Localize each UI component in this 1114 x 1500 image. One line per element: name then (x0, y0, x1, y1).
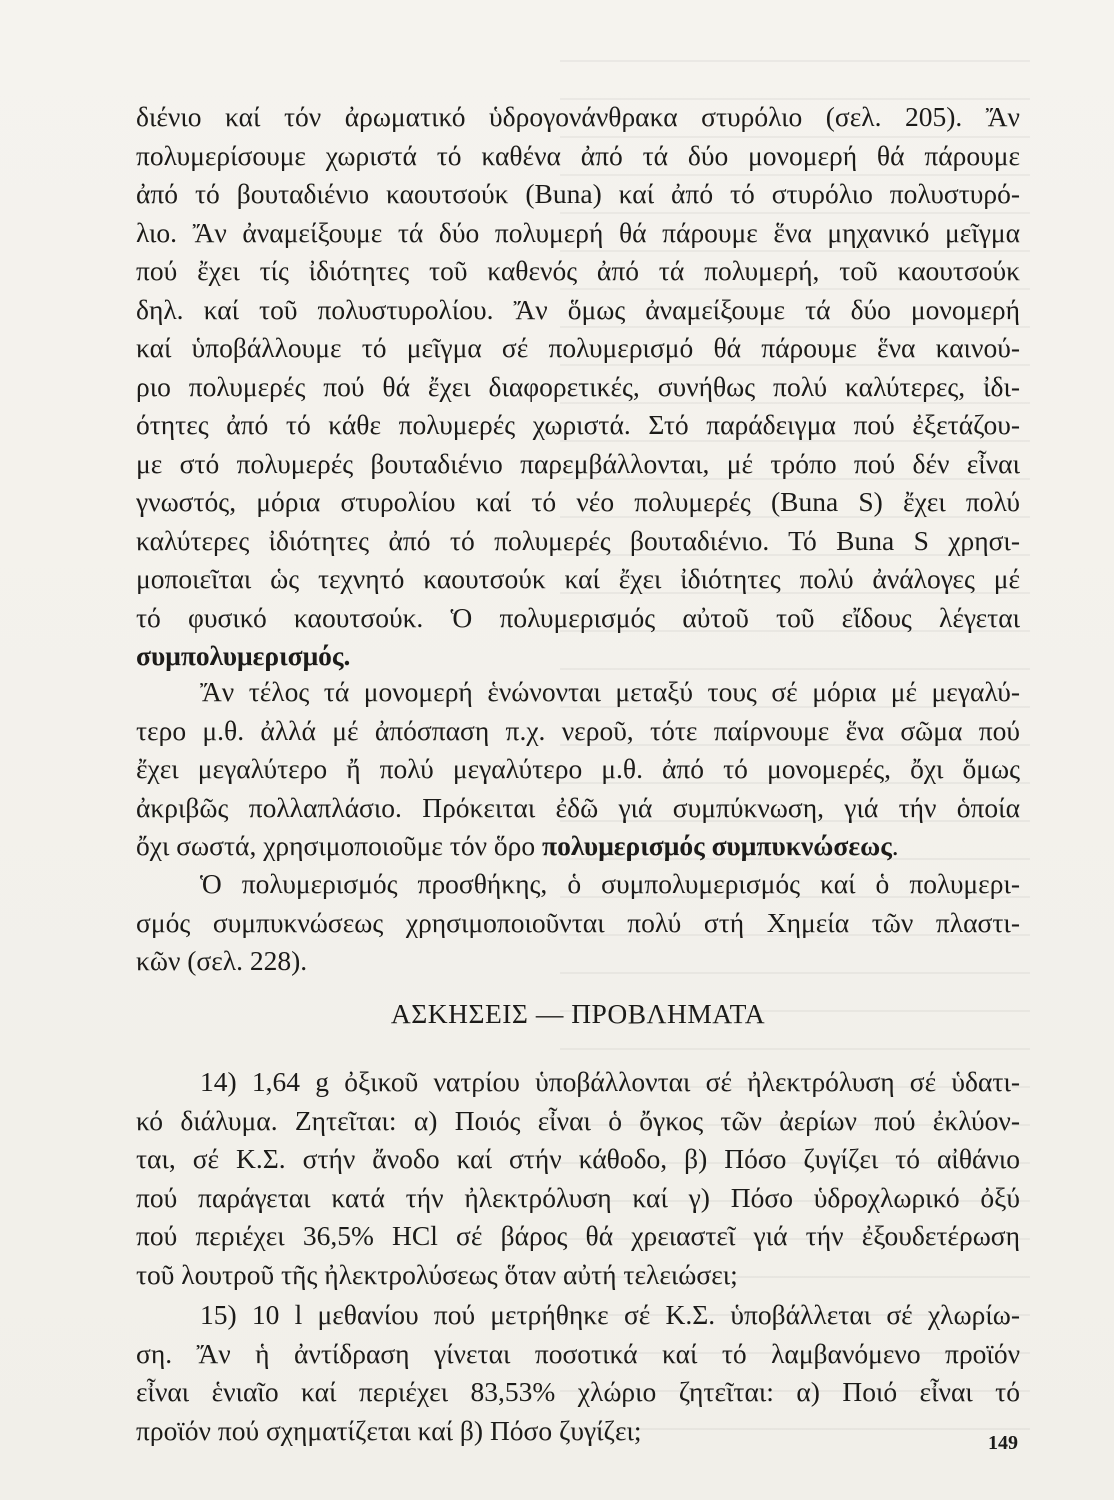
text-fragment: ὄχι σωστά, χρησιμοποιοῦμε τόν ὅρο (136, 830, 542, 861)
text-line: εἶναι ἑνιαῖο καί περιέχει 83,53% χλώριο ζητεῖται: α) Ποιό εἶναι τό (136, 1376, 1020, 1407)
text-line: σμός συμπυκνώσεως χρησιμοποιοῦνται πολύ στή Χημεία τῶν πλαστι- (136, 906, 1020, 938)
text-line: ριο πολυμερές πού θά ἔχει διαφορετικές, συνήθως πολύ καλύτερες, ἰδι- (136, 370, 1020, 402)
text-line: ἀκριβῶς πολλαπλάσιο. Πρόκειται ἐδῶ γιά συμπύκνωση, γιά τήν ὁποία (136, 791, 1020, 823)
paragraph-copolymer (136, 98, 1020, 676)
text-line: καλύτερες ἰδιότητες ἀπό τό πολυμερές βουταδιένιο. Τό Buna S χρησι- (136, 524, 1020, 556)
text-line: πού περιέχει 36,5% HCl σέ βάρος θά χρειαστεῖ γιά τήν ἐξουδετέρωση (136, 1220, 1020, 1251)
text-line: γνωστός, μόρια στυρολίου καί τό νέο πολυμερές (Buna S) ἔχει πολύ (136, 486, 1020, 517)
text-line: πού ἔχει τίς ἰδιότητες τοῦ καθενός ἀπό τά πολυμερή, τοῦ καουτσούκ (136, 255, 1020, 286)
text-line (136, 827, 1020, 866)
term-condensation-polymerization: πολυμερισμός συμπυκνώσεως (542, 830, 892, 861)
section-heading: ΑΣΚΗΣΕΙΣ — ΠΡΟΒΛΗΜΑΤΑ (390, 998, 766, 1029)
text-line: ση. Ἄν ἡ ἀντίδραση γίνεται ποσοτικά καί τό λαμβανόμενο προϊόν (136, 1337, 1020, 1369)
paragraph-condensation (136, 673, 1020, 866)
text-line: μοποιεῖται ὡς τεχνητό καουτσούκ καί ἔχει ἰδιότητες πολύ ἀνάλογες μέ (136, 563, 1020, 594)
text-line: κό διάλυμα. Ζητεῖται: α) Ποιός εἶναι ὁ ὄγκος τῶν ἀερίων πού ἐκλύον- (136, 1104, 1020, 1136)
text-fragment: . (891, 830, 899, 861)
text-line: καί ὑποβάλλουμε τό μεῖγμα σέ πολυμερισμό θά πάρουμε ἕνα καινού- (136, 332, 1020, 363)
text-line: με στό πολυμερές βουταδιένιο παρεμβάλλονται, μέ τρόπο πού δέν εἶναι (136, 447, 1020, 479)
text-line: τό φυσικό καουτσούκ. Ὁ πολυμερισμός αὐτοῦ τοῦ εἴδους λέγεται (136, 601, 1020, 633)
text-line: προϊόν πού σχηματίζεται καί β) Πόσο ζυγίζει; (136, 1414, 642, 1446)
text-line: Ὁ πολυμερισμός προσθήκης, ὁ συμπολυμερισμός καί ὁ πολυμερι- (200, 868, 1020, 899)
term-copolymerization: συμπολυμερισμός. (136, 640, 351, 671)
text-line: ἀπό τό βουταδιένιο καουτσούκ (Buna) καί ἀπό τό στυρόλιο πολυστυρό- (136, 178, 1020, 209)
text-line: διένιο καί τόν ἀρωματικό ὑδρογονάνθρακα στυρόλιο (σελ. 205). Ἄν (136, 101, 1020, 132)
text-line: τερο μ.θ. ἀλλά μέ ἀπόσπαση π.χ. νεροῦ, τότε παίρνουμε ἕνα σῶμα πού (136, 714, 1020, 746)
text-line: ται, σέ Κ.Σ. στήν ἄνοδο καί στήν κάθοδο, β) Πόσο ζυγίζει τό αἰθάνιο (136, 1143, 1020, 1174)
text-line: πολυμερίσουμε χωριστά τό καθένα ἀπό τά δύο μονομερή θά πάρουμε (136, 139, 1020, 171)
paragraph-plastics (136, 865, 1020, 981)
text-line: ἔχει μεγαλύτερο ἤ πολύ μεγαλύτερο μ.θ. ἀπό τό μονομερές, ὄχι ὅμως (136, 753, 1020, 784)
text-line: πού παράγεται κατά τήν ἠλεκτρόλυση καί γ) Πόσο ὑδροχλωρικό ὀξύ (136, 1181, 1020, 1213)
text-line: λιο. Ἄν ἀναμείξουμε τά δύο πολυμερή θά πάρουμε ἕνα μηχανικό μεῖγμα (136, 216, 1020, 248)
exercise-15 (136, 1296, 1020, 1450)
text-line: 14) 1,64 g ὀξικοῦ νατρίου ὑποβάλλονται σέ ἠλεκτρόλυση σέ ὑδατι- (200, 1066, 1020, 1097)
text-line: Ἄν τέλος τά μονομερή ἑνώνονται μεταξύ τους σέ μόρια μέ μεγαλύ- (200, 676, 1020, 707)
text-line: τοῦ λουτροῦ τῆς ἠλεκτρολύσεως ὅταν αὐτή τελειώσει; (136, 1258, 738, 1290)
text-line: ότητες ἀπό τό κάθε πολυμερές χωριστά. Στό παράδειγμα πού ἐξετάζου- (136, 409, 1020, 440)
text-line: 15) 10 l μεθανίου πού μετρήθηκε σέ Κ.Σ. ὑποβάλλεται σέ χλωρίω- (200, 1299, 1020, 1330)
exercise-14 (136, 1063, 1020, 1294)
text-line: δηλ. καί τοῦ πολυστυρολίου. Ἄν ὅμως ἀναμείξουμε τά δύο μονομερή (136, 293, 1020, 325)
page-number: 149 (988, 1432, 1018, 1454)
text-line: κῶν (σελ. 228). (136, 945, 308, 976)
